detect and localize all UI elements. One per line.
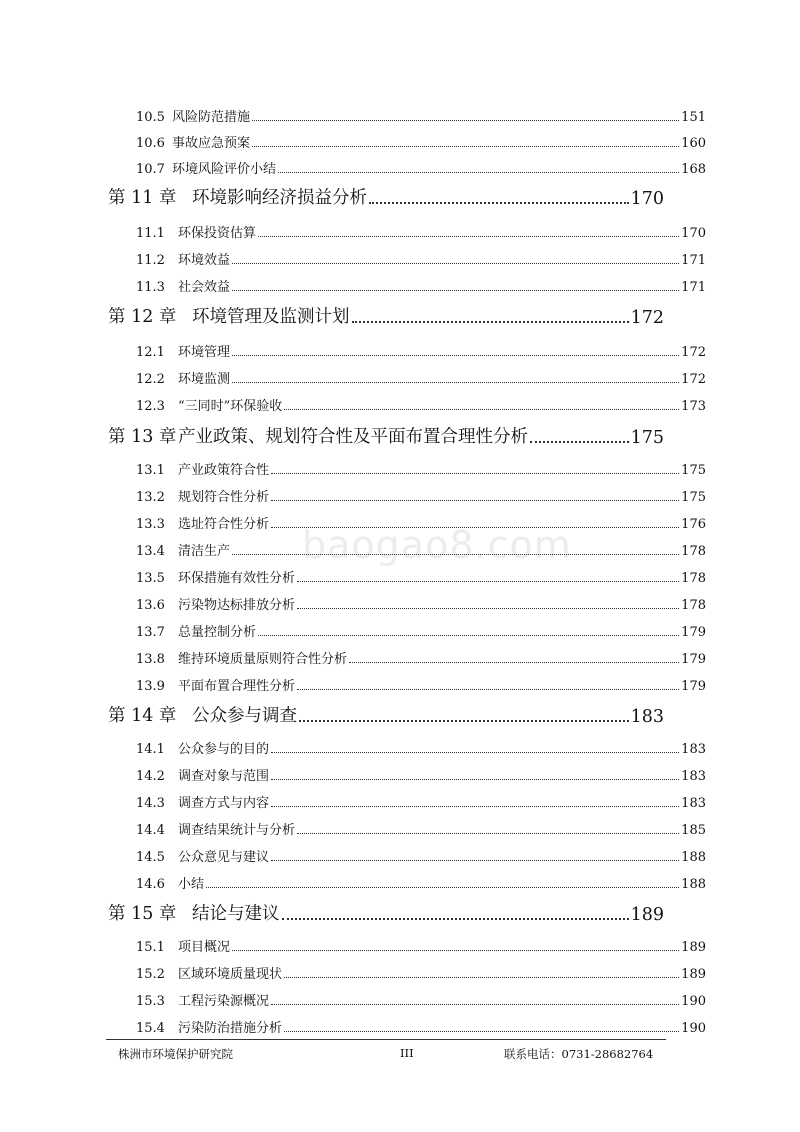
toc-title: 公众意见与建议: [178, 850, 270, 865]
dot-leader: [282, 918, 629, 920]
dot-leader: [530, 441, 629, 443]
footer-contact: 联系电话：0731-28682764: [504, 1047, 654, 1061]
dot-leader: [297, 608, 679, 609]
toc-title: 调查对象与范围: [178, 769, 270, 784]
toc-number: 13.3: [136, 517, 165, 532]
toc-title: 环境监测: [178, 372, 231, 387]
toc-title: 污染防治措施分析: [178, 1021, 283, 1036]
toc-title: 维持环境质量原则符合性分析: [178, 652, 348, 667]
toc-entry[interactable]: [136, 839, 706, 865]
toc-number: 12.3: [136, 399, 165, 414]
dot-leader: [299, 720, 629, 722]
chapter-title: 环境影响经济损益分析: [192, 188, 367, 208]
toc-title: 社会效益: [178, 280, 231, 295]
toc-number: 13.2: [136, 490, 165, 505]
toc-page-number: 179: [681, 679, 706, 694]
dot-leader: [252, 120, 679, 121]
toc-title: 工程污染源概况: [178, 994, 270, 1009]
toc-title: 事故应急预案: [172, 136, 251, 151]
toc-title: 产业政策符合性: [178, 463, 270, 478]
toc-page-number: 171: [681, 280, 706, 295]
toc-entry[interactable]: [136, 614, 706, 640]
dot-leader: [271, 752, 679, 753]
toc-number: 13.7: [136, 625, 165, 640]
toc-number: 14.4: [136, 823, 165, 838]
dot-leader: [258, 236, 679, 237]
toc-page-number: 172: [681, 372, 706, 387]
toc-entry[interactable]: [136, 452, 706, 478]
toc-entry[interactable]: [136, 587, 706, 613]
toc-number: 11.2: [136, 253, 165, 268]
toc-title: 环境管理: [178, 345, 231, 360]
toc-entry[interactable]: [136, 99, 706, 125]
toc-title: 污染物达标排放分析: [178, 598, 296, 613]
toc-page-number: 190: [681, 994, 706, 1009]
chapter-page-number: 170: [630, 189, 664, 209]
toc-page-number: 178: [681, 598, 706, 613]
toc-title: 调查结果统计与分析: [178, 823, 296, 838]
toc-number: 14.1: [136, 742, 165, 757]
toc-number: 13.4: [136, 544, 165, 559]
toc-entry[interactable]: [136, 242, 706, 268]
toc-number: 10.6: [136, 136, 165, 151]
toc-entry[interactable]: [136, 785, 706, 811]
toc-title: 风险防范措施: [172, 110, 251, 125]
toc-title: 总量控制分析: [178, 625, 257, 640]
dot-leader: [258, 635, 679, 636]
dot-leader: [232, 290, 679, 291]
toc-entry[interactable]: [136, 215, 706, 241]
dot-leader: [271, 860, 679, 861]
toc-title: 环境效益: [178, 253, 231, 268]
toc-number: 14.3: [136, 796, 165, 811]
toc-page-number: 189: [681, 967, 706, 982]
toc-number: 15.1: [136, 940, 165, 955]
toc-page-number: 178: [681, 544, 706, 559]
toc-page-number: 172: [681, 345, 706, 360]
toc-title: 平面布置合理性分析: [178, 679, 296, 694]
chapter-page-number: 189: [630, 905, 664, 925]
chapter-title: 公众参与调查: [192, 706, 297, 726]
toc-entry[interactable]: [136, 1010, 706, 1036]
dot-leader: [232, 263, 679, 264]
toc-number: 13.1: [136, 463, 165, 478]
toc-page-number: 175: [681, 463, 706, 478]
toc-page-number: 176: [681, 517, 706, 532]
chapter-title: 环境管理及监测计划: [192, 307, 350, 327]
toc-page-number: 183: [681, 769, 706, 784]
toc-title: 选址符合性分析: [178, 517, 270, 532]
toc-number: 11.3: [136, 280, 165, 295]
dot-leader: [271, 500, 679, 501]
toc-entry[interactable]: [136, 956, 706, 982]
toc-chapter[interactable]: [108, 298, 664, 328]
toc-page-number: 179: [681, 625, 706, 640]
toc-number: 14.6: [136, 877, 165, 892]
toc-entry[interactable]: [136, 269, 706, 295]
toc-number: 12.1: [136, 345, 165, 360]
toc-title: 调查方式与内容: [178, 796, 270, 811]
toc-page-number: 168: [681, 162, 706, 177]
toc-entry[interactable]: [136, 758, 706, 784]
toc-number: 15.3: [136, 994, 165, 1009]
toc-entry[interactable]: [136, 812, 706, 838]
toc-page-number: 175: [681, 490, 706, 505]
dot-leader: [284, 409, 679, 410]
toc-chapter[interactable]: [108, 697, 664, 727]
dot-leader: [232, 554, 679, 555]
toc-page-number: 178: [681, 571, 706, 586]
toc-entry[interactable]: [136, 668, 706, 694]
toc-page-number: 151: [681, 110, 706, 125]
chapter-title: 产业政策、规划符合性及平面布置合理性分析: [178, 427, 528, 447]
dot-leader: [271, 806, 679, 807]
toc-entry[interactable]: [136, 334, 706, 360]
toc-page-number: 173: [681, 399, 706, 414]
dot-leader: [284, 977, 679, 978]
toc-title: 小结: [178, 877, 205, 892]
toc-page-number: 190: [681, 1021, 706, 1036]
toc-entry[interactable]: [136, 506, 706, 532]
toc-title: 规划符合性分析: [178, 490, 270, 505]
footer-organization: 株洲市环境保护研究院: [118, 1047, 233, 1061]
chapter-number: 第 11 章: [108, 188, 177, 208]
toc-page-number: 171: [681, 253, 706, 268]
chapter-page-number: 175: [630, 428, 664, 448]
toc-page-number: 160: [681, 136, 706, 151]
toc-entry[interactable]: [136, 560, 706, 586]
dot-leader: [278, 172, 679, 173]
dot-leader: [297, 833, 679, 834]
dot-leader: [284, 1031, 679, 1032]
footer-divider: [106, 1039, 666, 1040]
watermark: baogao8.com: [302, 523, 572, 567]
toc-title: 清洁生产: [178, 544, 231, 559]
toc-title: 环保措施有效性分析: [178, 571, 296, 586]
dot-leader: [297, 689, 679, 690]
toc-number: 15.2: [136, 967, 165, 982]
toc-number: 13.8: [136, 652, 165, 667]
toc-page-number: 183: [681, 742, 706, 757]
toc-title: 环境风险评价小结: [172, 162, 277, 177]
toc-entry[interactable]: [136, 479, 706, 505]
chapter-page-number: 183: [630, 707, 664, 727]
chapter-page-number: 172: [630, 308, 664, 328]
dot-leader: [369, 202, 629, 204]
dot-leader: [232, 950, 679, 951]
dot-leader: [271, 473, 679, 474]
toc-number: 13.5: [136, 571, 165, 586]
toc-chapter[interactable]: [108, 179, 664, 209]
chapter-number: 第 13 章: [108, 427, 177, 447]
dot-leader: [232, 355, 679, 356]
toc-page-number: 189: [681, 940, 706, 955]
toc-number: 10.7: [136, 162, 165, 177]
toc-page-number: 179: [681, 652, 706, 667]
toc-number: 10.5: [136, 110, 165, 125]
dot-leader: [297, 581, 679, 582]
dot-leader: [271, 527, 679, 528]
toc-entry[interactable]: [136, 929, 706, 955]
toc-entry[interactable]: [136, 361, 706, 387]
toc-entry[interactable]: [136, 866, 706, 892]
dot-leader: [271, 779, 679, 780]
chapter-number: 第 12 章: [108, 307, 177, 327]
toc-number: 13.6: [136, 598, 165, 613]
toc-chapter[interactable]: [108, 895, 664, 925]
chapter-number: 第 15 章: [108, 904, 177, 924]
toc-page-number: 188: [681, 877, 706, 892]
toc-number: 14.2: [136, 769, 165, 784]
toc-title: 区域环境质量现状: [178, 967, 283, 982]
toc-title: 环保投资估算: [178, 226, 257, 241]
dot-leader: [232, 382, 679, 383]
toc-entry[interactable]: [136, 388, 706, 414]
toc-page-number: 188: [681, 850, 706, 865]
dot-leader: [352, 321, 629, 323]
toc-title: “三同时”环保验收: [178, 399, 283, 414]
toc-number: 14.5: [136, 850, 165, 865]
toc-page-number: 183: [681, 796, 706, 811]
toc-number: 11.1: [136, 226, 165, 241]
toc-page-number: 170: [681, 226, 706, 241]
toc-entry[interactable]: [136, 731, 706, 757]
toc-number: 15.4: [136, 1021, 165, 1036]
toc-entry[interactable]: [136, 983, 706, 1009]
toc-entry[interactable]: [136, 151, 706, 177]
dot-leader: [349, 662, 679, 663]
toc-page-number: 185: [681, 823, 706, 838]
toc-title: 公众参与的目的: [178, 742, 270, 757]
toc-number: 13.9: [136, 679, 165, 694]
toc-entry[interactable]: [136, 125, 706, 151]
toc-number: 12.2: [136, 372, 165, 387]
dot-leader: [271, 1004, 679, 1005]
dot-leader: [252, 146, 679, 147]
footer-page-label: III: [400, 1046, 414, 1060]
toc-entry[interactable]: [136, 533, 706, 559]
toc-title: 项目概况: [178, 940, 231, 955]
chapter-title: 结论与建议: [192, 904, 280, 924]
dot-leader: [206, 887, 679, 888]
toc-entry[interactable]: [136, 641, 706, 667]
chapter-number: 第 14 章: [108, 706, 177, 726]
toc-chapter[interactable]: [108, 418, 664, 448]
